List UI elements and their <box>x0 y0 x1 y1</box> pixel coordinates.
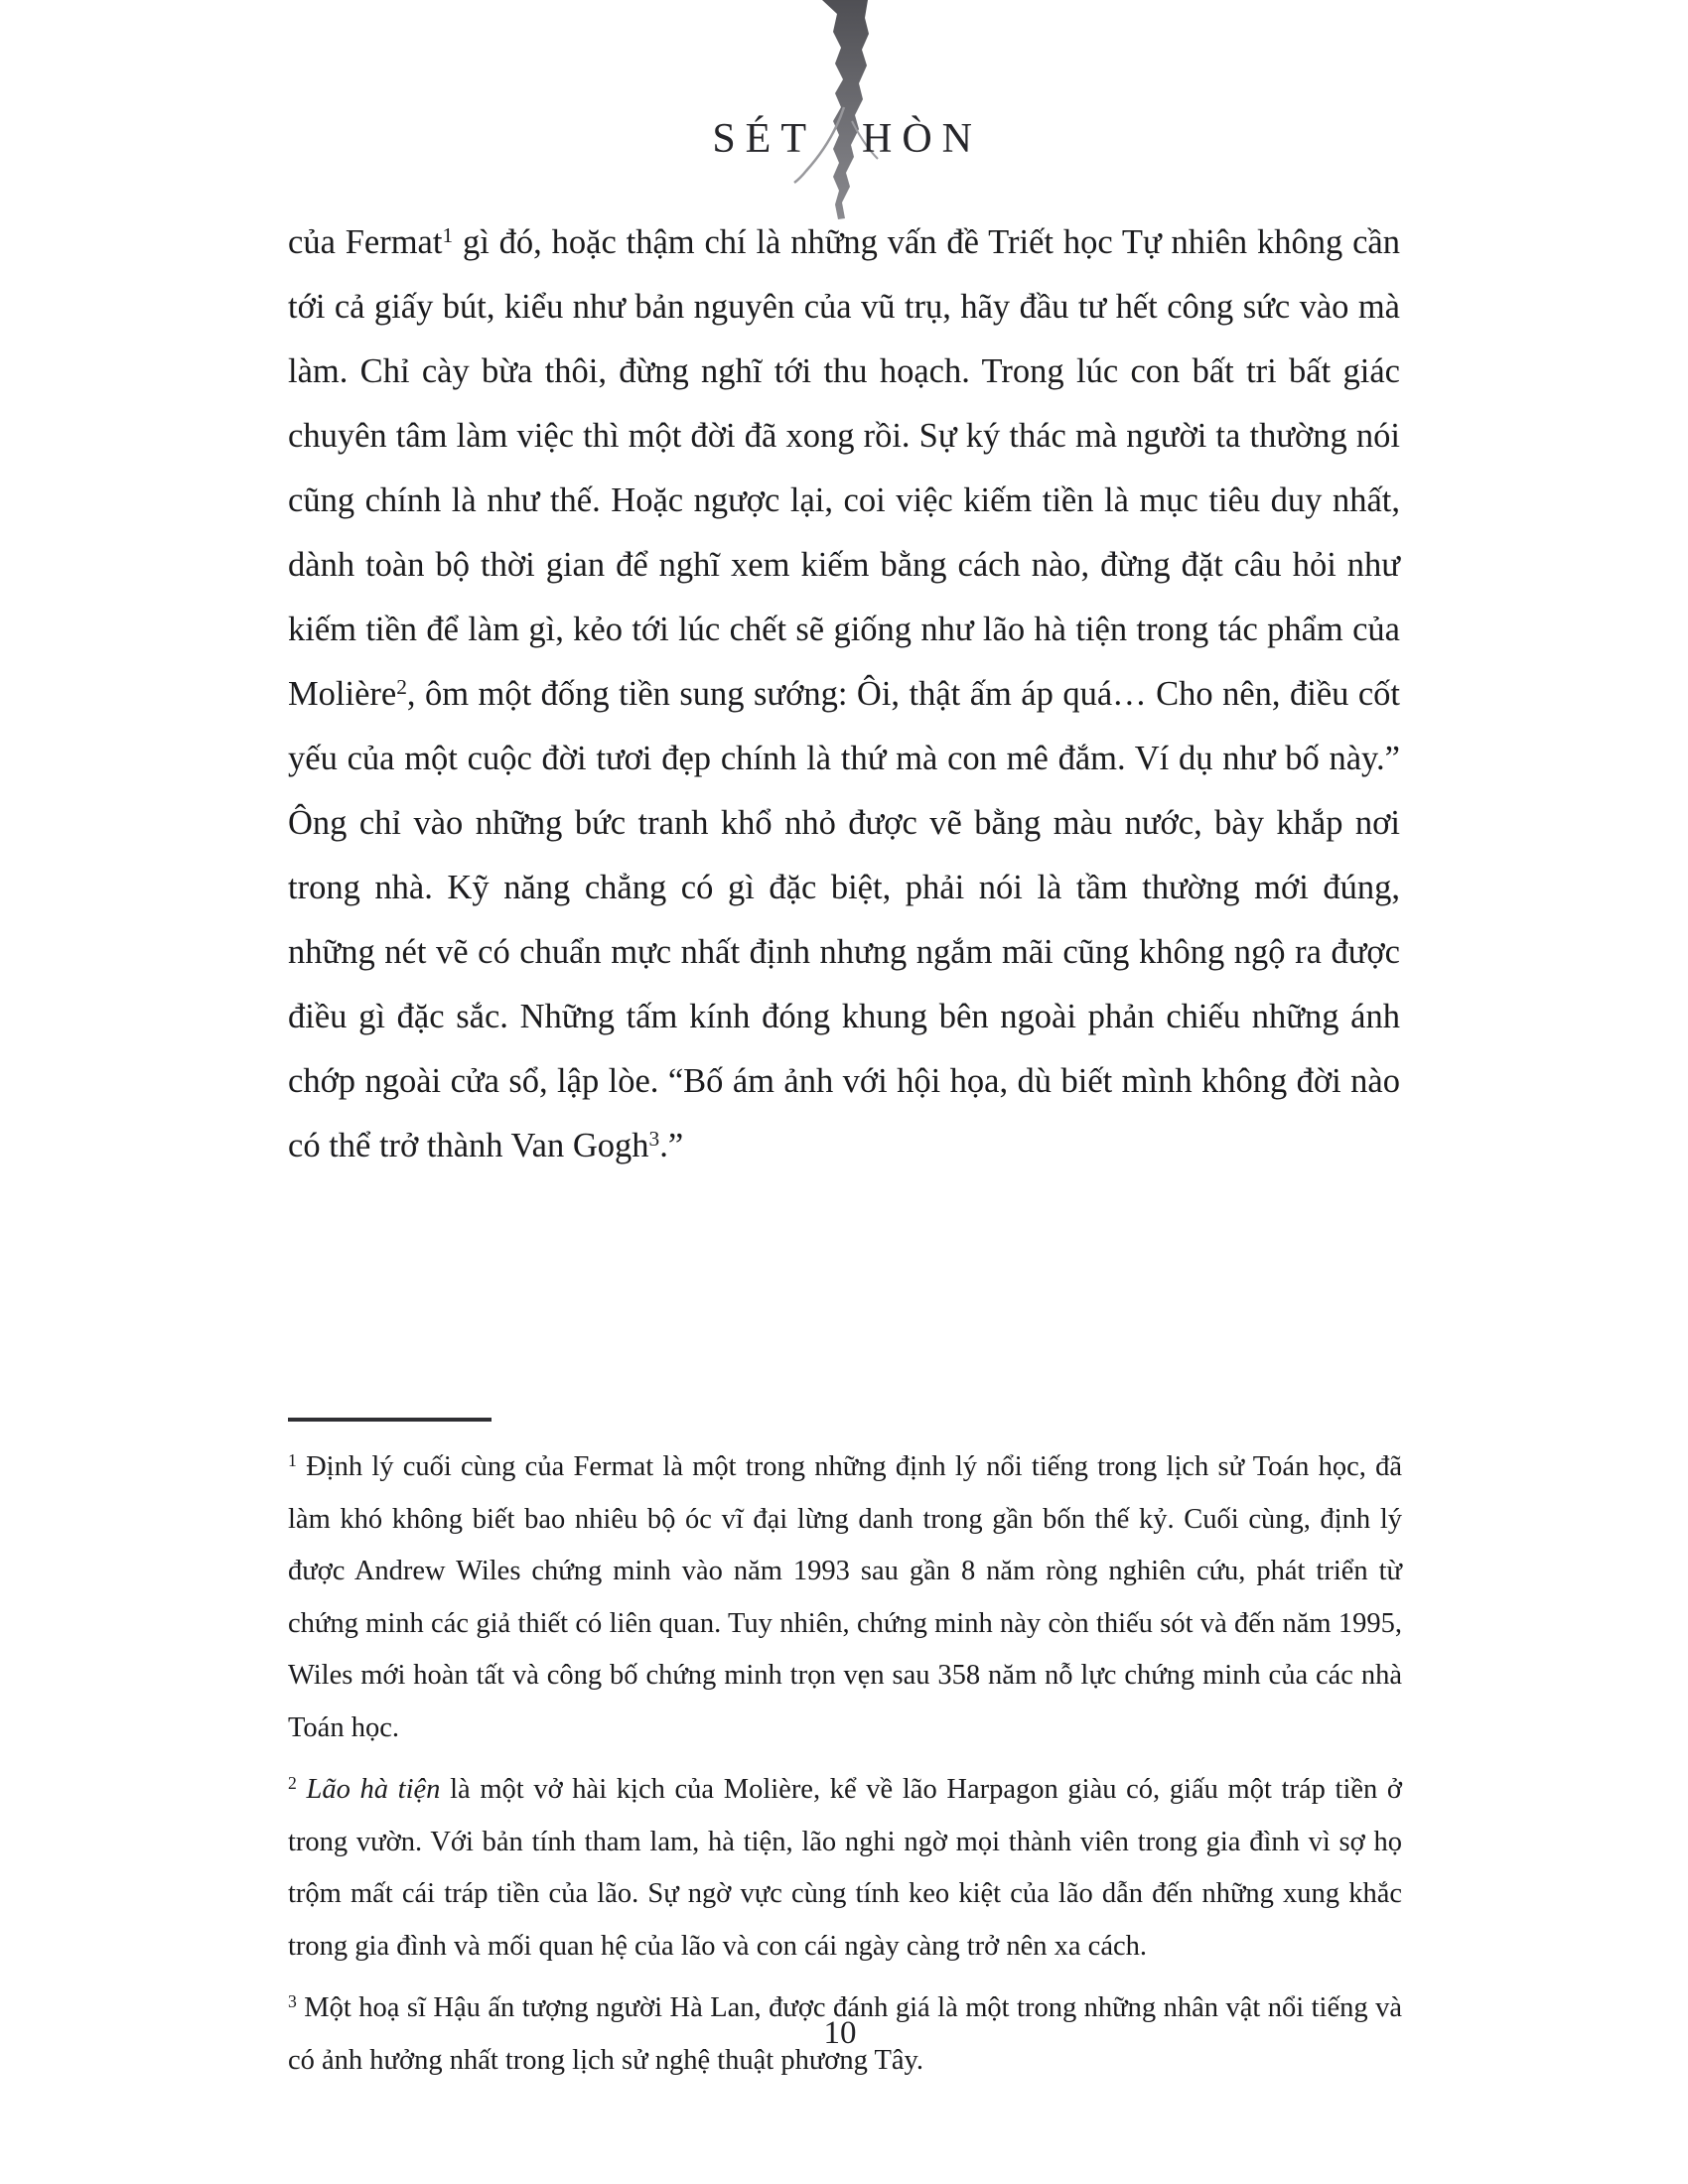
footnote-1: $^1$ Định lý cuối cùng của Fermat là một trong những định lý nổi tiếng trong lịch sử Toán học, đã làm khó không biết bao nhiêu bộ óc vĩ đại lừng danh trong gần bốn thế kỷ. Cuối cùng, định lý được Andrew Wiles chứng minh vào năm 1993 sau gần 8 năm ròng nghiên cứu, phát triển từ chứng minh các giả thiết có liên quan. Tuy nhiên, chứng minh này còn thiếu sót và đến năm 1995, Wiles mới hoàn tất và công bố chứng minh trọn vẹn sau 358 năm nỗ lực chứng minh của các nhà Toán học. <box>288 1450 1402 1743</box>
page-header-title-right: HÒN <box>862 116 982 162</box>
body-paragraph: của Fermat$^1$ gì đó, hoặc thậm chí là những vấn đề Triết học Tự nhiên không cần tới cả giấy bút, kiểu như bản nguyên của vũ trụ, hãy đầu tư hết công sức vào mà làm. Chỉ cày bừa thôi, đừng nghĩ tới thu hoạch. Trong lúc con bất tri bất giác chuyên tâm làm việc thì một đời đã xong rồi. Sự ký thác mà người ta thường nói cũng chính là như thế. Hoặc ngược lại, coi việc kiếm tiền là mục tiêu duy nhất, dành toàn bộ thời gian để nghĩ xem kiếm bằng cách nào, đừng đặt câu hỏi như kiếm tiền để làm gì, kẻo tới lúc chết sẽ giống như lão hà tiện trong tác phẩm của Molière$^2$, ôm một đống tiền sung sướng: Ôi, thật ấm áp quá… Cho nên, điều cốt yếu của một cuộc đời tươi đẹp chính là thứ mà con mê đắm. Ví dụ như bố này.” Ông chỉ vào những bức tranh khổ nhỏ được vẽ bằng màu nước, bày khắp nơi trong nhà. Kỹ năng chẳng có gì đặc biệt, phải nói là tầm thường mới đúng, những nét vẽ có chuẩn mực nhất định nhưng ngắm mãi cũng không ngộ ra được điều gì đặc sắc. Những tấm kính đóng khung bên ngoài phản chiếu những ánh chớp ngoài cửa sổ, lập lòe. “Bố ám ảnh với hội họa, dù biết mình không đời nào có thể trở thành Van Gogh$^3$.” <box>288 223 1400 1164</box>
footnotes-section <box>288 1441 1402 2097</box>
footnote-separator <box>288 1418 492 1422</box>
footnote-2: $^2$ Lão hà tiện là một vở hài kịch của Molière, kể về lão Harpagon giàu có, giấu một tráp tiền ở trong vườn. Với bản tính tham lam, hà tiện, lão nghi ngờ mọi thành viên trong gia đình vì sợ họ trộm mất cái tráp tiền của lão. Sự ngờ vực cùng tính keo kiệt của lão dẫn đến những xung khắc trong gia đình và mối quan hệ của lão và con cái ngày càng trở nên xa cách. <box>288 1773 1402 1962</box>
page-header-title-left: SÉT <box>712 116 816 162</box>
lightning-bolt-icon <box>782 0 906 226</box>
footnote-3: $^3$ Một hoạ sĩ Hậu ấn tượng người Hà Lan, được đánh giá là một trong những nhân vật nổi tiếng và có ảnh hưởng nhất trong lịch sử nghệ thuật phương Tây. <box>288 1991 1402 2076</box>
page-number: 10 <box>823 2015 857 2051</box>
